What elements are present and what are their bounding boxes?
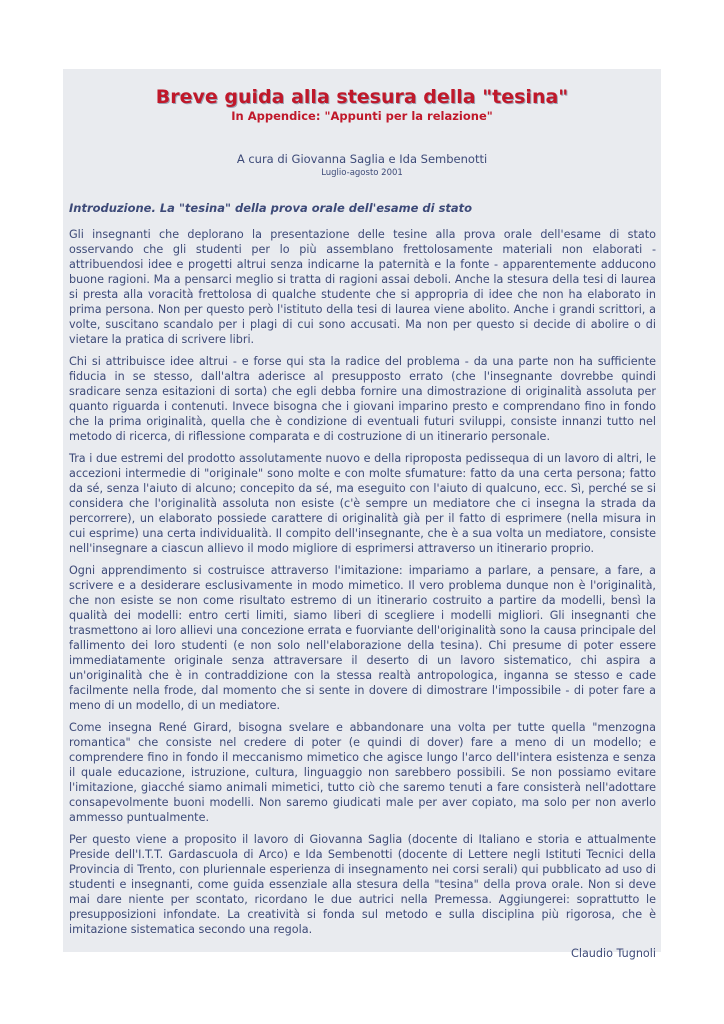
author-signature: Claudio Tugnoli (571, 947, 656, 960)
intro-heading: Introduzione. La "tesina" della prova orale dell'esame di stato (69, 201, 473, 215)
document-page (63, 69, 661, 960)
document-subtitle: In Appendice: "Appunti per la relazione" (231, 109, 493, 123)
document-body (69, 227, 656, 961)
date-line: Luglio-agosto 2001 (321, 168, 403, 178)
curators-line: A cura di Giovanna Saglia e Ida Sembenotti (236, 152, 488, 166)
paragraph: Per questo viene a proposito il lavoro di Giovanna Saglia (docente di Italiano e storia e attualmente Preside dell'I.T.T. Gardascuola di Arco) e Ida Sembenotti (docente di Lettere negli Istituti Tecnici della Provincia di Trento, con pluriennale esperienza di insegnamento nei corsi serali) qui pubblicato ad uso di studenti e insegnanti, come guida essenziale alla stesura della "tesina" della prova orale. Non si deve mai dare niente per scontato, ricordano le due autrici nella Premessa. Aggiungerei: soprattutto le presupposizioni infondate. La creatività si fonda sul metodo e sulla disciplina più rigorosa, che è imitazione sistematica secondo una regola. (69, 833, 656, 936)
paragraph: Chi si attribuisce idee altrui - e forse qui sta la radice del problema - da una parte non ha sufficiente fiducia in se stesso, dall'altra aderisce al presupposto errato (che l'insegnante dovrebbe quindi sradicare senza esitazioni di sorta) che egli debba fornire una dimostrazione di originalità assoluta per quanto riguarda i contenuti. Invece bisogna che i giovani imparino presto e comprendano fino in fondo che la prima originalità, quella che è condizione di eventuali futuri sviluppi, consiste innanzi tutto nel metodo di ricerca, di riflessione comparata e di costruzione di un itinerario personale. (69, 355, 656, 443)
paragraph: Ogni apprendimento si costruisce attraverso l'imitazione: impariamo a parlare, a pensare, a fare, a scrivere e a desiderare esclusivamente in modo mimetico. Il vero problema dunque non è l'originalità, che non esiste se non come risultato estremo di un itinerario costruito a partire da modelli, bensì la qualità dei modelli: entro certi limiti, siamo liberi di scegliere i modelli migliori. Gli insegnanti che trasmettono ai loro allievi una concezione errata e fuorviante dell'originalità sono la causa principale del fallimento dei loro studenti (e non solo nell'elaborazione della tesina). Chi presume di poter essere immediatamente originale senza attraversare il deserto di un lavoro sistematico, chi aspira a un'originalità che è in contraddizione con la stessa realtà antropologica, inganna se stesso e cade facilmente nella frode, dal momento che si sente in dovere di dimostrare l'impossibile - di poter fare a meno di un modello, di un mediatore. (69, 564, 656, 712)
paragraph: Gli insegnanti che deplorano la presentazione delle tesine alla prova orale dell'esame di stato osservando che gli studenti per lo più assemblano frettolosamente materiali non elaborati - attribuendosi idee e progetti altrui senza indicarne la paternità e la fonte - apparentemente adducono buone ragioni. Ma a pensarci meglio si tratta di ragioni assai deboli. Anche la stesura della tesi di laurea si presta alla voracità frettolosa di qualche studente che si appropria di idee che non ha elaborato in prima persona. Non per questo però l'istituto della tesi di laurea viene abolito. Anche i grandi scrittori, a volte, suscitano scandalo per i plagi di cui sono accusati. Ma non per questo si decide di abolire o di vietare la pratica di scrivere libri. (69, 228, 656, 346)
document-title: Breve guida alla stesura della "tesina" (155, 86, 569, 108)
paragraph: Come insegna René Girard, bisogna svelare e abbandonare una volta per tutte quella "menzogna romantica" che consiste nel credere di poter (e quindi di dover) fare a meno di un modello; e comprendere fino in fondo il meccanismo mimetico che agisce lungo l'arco dell'intera esistenza e senza il quale educazione, istruzione, cultura, linguaggio non sarebbero possibili. Se non possiamo evitare l'imitazione, giacché siamo animali mimetici, tutto ciò che saremo tenuti a fare consisterà nell'adottare consapevolmente buoni modelli. Non saremo giudicati male per aver copiato, ma solo per non averlo ammesso puntualmente. (69, 721, 656, 824)
paragraph: Tra i due estremi del prodotto assolutamente nuovo e della riproposta pedissequa di un lavoro di altri, le accezioni intermedie di "originale" sono molte e con molte sfumature: fatto da una certa persona; fatto da sé, senza l'aiuto di alcuno; concepito da sé, ma eseguito con l'aiuto di qualcuno, ecc. Sì, perché se si considera che l'originalità assoluta non esiste (c'è sempre un mediatore che ci insegna la strada da percorrere), un elaborato possiede carattere di originalità già per il fatto di esprimere (nella misura in cui esprime) una certa individualità. Il compito dell'insegnante, che è a sua volta un mediatore, consiste nell'insegnare a ciascun allievo il modo migliore di esprimersi attraverso un itinerario proprio. (69, 452, 656, 555)
